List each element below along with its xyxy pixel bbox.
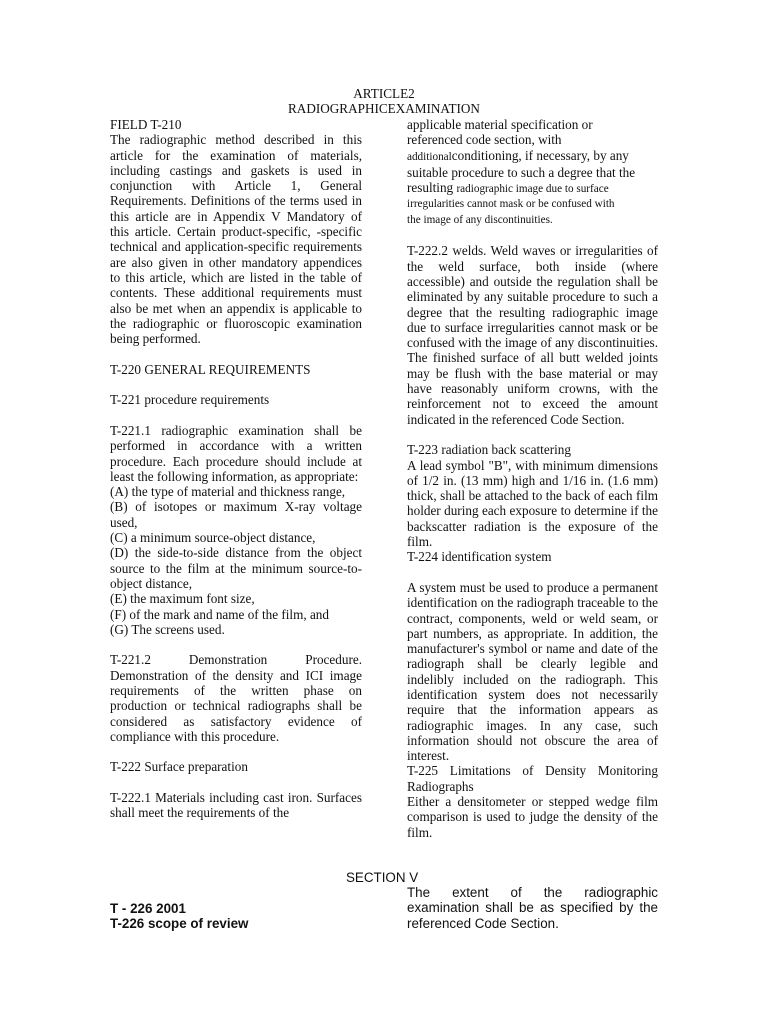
- continuation-small-text: additional: [407, 150, 452, 163]
- t226-year: T - 226 2001: [110, 901, 186, 916]
- continuation-text: conditioning, if necessary, by any: [451, 147, 629, 163]
- t226-heading: T-226 scope of review: [110, 916, 249, 931]
- t224-heading: T-224 identification system: [407, 549, 552, 565]
- continuation-line: applicable material specification or: [407, 117, 593, 132]
- right-column: [407, 117, 658, 840]
- continuation-line: [407, 148, 658, 165]
- t2212-paragraph: T-221.2 Demonstration Procedure. Demonstration of the density and ICI image requirements of the written phase on production or technical radiographs shall be considered as satisfactory evidence of compliance with this procedure.: [110, 652, 362, 744]
- continuation-small-text: irregularities cannot mask or be confused with: [407, 198, 615, 211]
- list-item-e: (E) the maximum font size,: [110, 591, 255, 607]
- list-item-d: (D) the side-to-side distance from the object source to the film at the minimum source-to-object distance,: [110, 545, 362, 591]
- t226-paragraph: The extent of the radiographic examination shall be as specified by the referenced Code Section.: [407, 885, 658, 931]
- t223-heading: T-223 radiation back scattering: [407, 442, 571, 458]
- continuation-line: suitable procedure to such a degree that the: [407, 164, 636, 180]
- continuation-line: referenced code section, with: [407, 132, 562, 148]
- t2211-paragraph: T-221.1 radiographic examination shall be performed in accordance with a written procedure. Each procedure should include at least the following information, as appropriate:: [110, 422, 362, 484]
- t225-heading: T-225 Limitations of Density Monitoring Radiographs: [407, 763, 658, 794]
- list-item-f: (F) of the mark and name of the film, and: [110, 606, 329, 622]
- section-label: SECTION V: [346, 870, 419, 885]
- continuation-text: resulting: [407, 180, 454, 196]
- left-column: [110, 117, 362, 821]
- list-item-g: (G) The screens used.: [110, 621, 225, 637]
- t222-heading: T-222 Surface preparation: [110, 759, 248, 775]
- t220-heading: T-220 GENERAL REQUIREMENTS: [110, 361, 311, 377]
- continuation-small-text: radiographic image due to surface: [456, 183, 609, 196]
- t221-heading: T-221 procedure requirements: [110, 392, 270, 408]
- field-heading: FIELD T-210: [110, 117, 182, 132]
- list-item-b: (B) of isotopes or maximum X-ray voltage used,: [110, 499, 362, 530]
- t2221-paragraph: T-222.1 Materials including cast iron. Surfaces shall meet the requirements of the: [110, 790, 362, 821]
- continuation-line: [407, 180, 658, 197]
- field-paragraph: The radiographic method described in this article for the examination of materials, including castings and gaskets is used in conjunction with Article 1, General Requirements. Definitions of the terms used in this article are in Appendix V Mandatory of this article. Certain product-specific, -specific technical and application-specific requirements are also given in other mandatory appendices to this article, which are listed in the table of contents. These additional requirements must also be met when an appendix is applicable to the radiographic or fluoroscopic examination being performed.: [110, 132, 362, 347]
- t2222-paragraph: T-222.2 welds. Weld waves or irregularities of the weld surface, both inside (where accessible) and outside the regulation shall be eliminated by any suitable procedure to such a degree that the resulting radiographic image due to surface irregularities cannot mask or be confused with the image of any discontinuities. The finished surface of all butt welded joints may be flush with the base material or may have reasonably uniform crowns, with the reinforcement not to exceed the amount indicated in the referenced Code Section.: [407, 243, 658, 427]
- t223-paragraph: A lead symbol "B", with minimum dimensions of 1/2 in. (13 mm) high and 1/16 in. (1.6 mm) thick, shall be attached to the back of each film holder during each exposure to determine if the backscatter radiation is the exposure of the film.: [407, 457, 658, 550]
- t224-paragraph: A system must be used to produce a permanent identification on the radiograph traceable to the contract, components, weld or weld seam, or part numbers, as appropriate. In addition, the manufacturer's symbol or name and date of the radiograph shall be clearly legible and indelibly included on the radiograph. This identification system does not necessarily require that the information appears as radiographic images. In any case, such information should not obscure the area of interest.: [407, 579, 658, 764]
- list-item-c: (C) a minimum source-object distance,: [110, 530, 316, 546]
- t225-paragraph: Either a densitometer or stepped wedge film comparison is used to judge the density of the film.: [407, 794, 658, 840]
- article-number: ARTICLE2: [353, 86, 415, 101]
- list-item-a: (A) the type of material and thickness range,: [110, 484, 346, 500]
- continuation-small-text: the image of any discontinuities.: [407, 213, 553, 226]
- article-title: RADIOGRAPHICEXAMINATION: [288, 101, 480, 116]
